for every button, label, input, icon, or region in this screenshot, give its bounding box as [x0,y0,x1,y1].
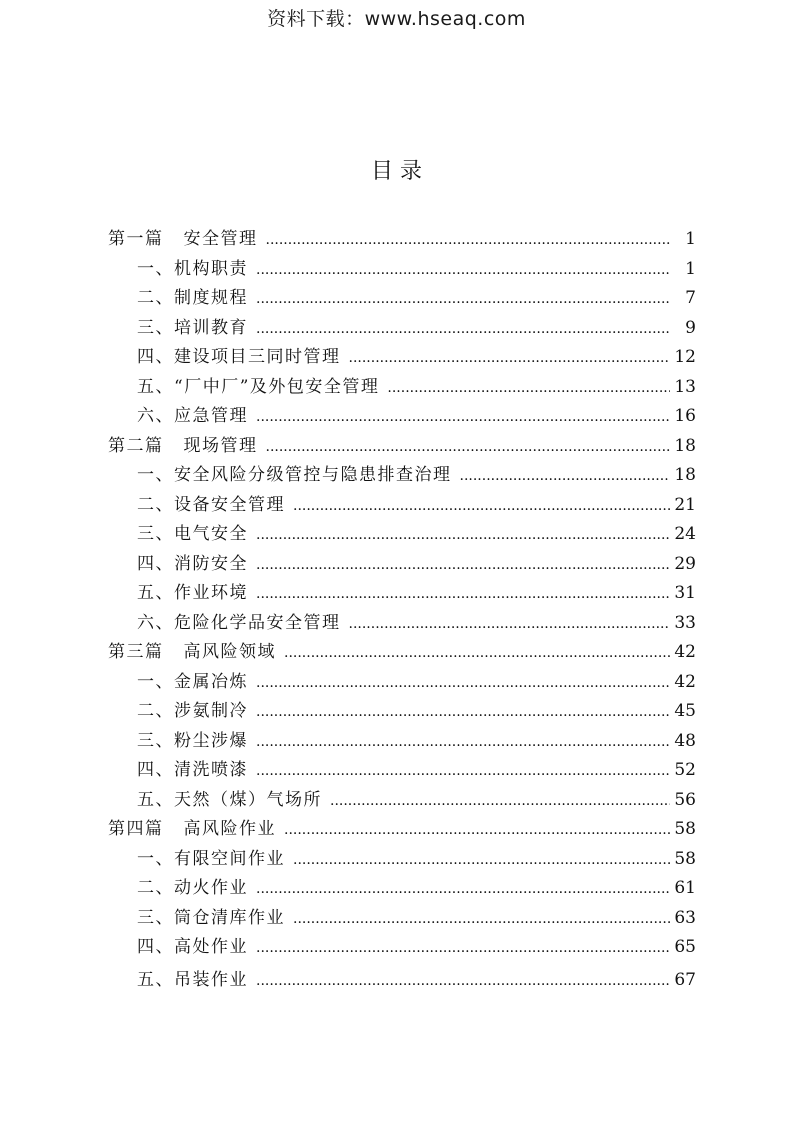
toc-dot-leader [256,940,670,956]
toc-chapter-entry[interactable] [108,608,696,638]
toc-entry-label: 应急管理 [174,406,248,426]
toc-dot-leader [349,350,671,366]
toc-page-number: 52 [674,760,696,780]
toc-entry-label: 动火作业 [174,878,248,898]
toc-dot-leader [266,439,671,455]
toc-dot-leader [256,881,670,897]
toc-chapter-entry[interactable] [108,254,696,284]
toc-chapter-entry[interactable] [108,519,696,549]
toc-dot-leader [256,321,670,337]
toc-page-number: 56 [674,789,696,810]
toc-page-number: 1 [685,229,696,249]
table-of-contents [108,224,696,994]
toc-entry-number: 二、 [137,288,174,308]
toc-chapter-entry[interactable] [108,490,696,520]
toc-entry-number: 第四篇 [108,819,164,839]
toc-dot-leader [256,675,670,691]
toc-dot-leader [256,409,670,425]
toc-page-number: 61 [674,878,696,898]
toc-chapter-entry[interactable] [108,726,696,756]
toc-entry-number: 四、 [137,937,174,957]
toc-entry-number: 二、 [137,701,174,721]
toc-chapter-entry[interactable] [108,313,696,343]
toc-page-number: 65 [674,937,696,957]
toc-page-number: 1 [685,258,696,279]
toc-entry-number: 三、 [137,907,174,928]
toc-page-number: 42 [674,642,696,662]
toc-dot-leader [256,704,670,720]
toc-entry-label: 天然（煤）气场所 [174,789,322,810]
toc-entry-number: 第三篇 [108,642,164,662]
toc-entry-label: 吊装作业 [174,969,248,990]
toc-entry-number: 一、 [137,465,174,485]
toc-entry-label: 机构职责 [174,258,248,279]
toc-dot-leader [256,734,670,750]
toc-entry-label: 培训教育 [174,317,248,338]
toc-entry-label: 作业环境 [174,583,248,603]
toc-entry-label: 粉尘涉爆 [174,730,248,751]
toc-chapter-entry[interactable] [108,696,696,726]
toc-entry-number: 一、 [137,258,174,279]
toc-part-entry[interactable] [108,637,696,667]
toc-entry-label: 制度规程 [174,288,248,308]
toc-chapter-entry[interactable] [108,785,696,815]
toc-page-number: 21 [674,494,696,515]
toc-chapter-entry[interactable] [108,873,696,903]
toc-chapter-entry[interactable] [108,401,696,431]
toc-dot-leader [349,616,671,632]
toc-page-number: 13 [674,376,696,397]
toc-dot-leader [256,291,670,307]
toc-entry-number: 二、 [137,878,174,898]
toc-entry-number: 第二篇 [108,435,164,456]
toc-dot-leader [460,468,671,484]
toc-entry-number: 五、 [137,969,174,990]
toc-chapter-entry[interactable] [108,549,696,579]
toc-chapter-entry[interactable] [108,372,696,402]
toc-entry-number: 三、 [137,524,174,544]
toc-entry-number: 四、 [137,347,174,367]
toc-page-number: 31 [674,583,696,603]
toc-entry-label: 建设项目三同时管理 [174,347,341,367]
toc-page-number: 9 [685,317,696,338]
toc-dot-leader [293,911,670,927]
toc-entry-number: 三、 [137,730,174,751]
toc-chapter-entry[interactable] [108,578,696,608]
toc-entry-number: 四、 [137,760,174,780]
toc-chapter-entry[interactable] [108,667,696,697]
toc-dot-leader [293,498,670,514]
toc-chapter-entry[interactable] [108,903,696,933]
toc-page-number: 48 [674,730,696,751]
toc-chapter-entry[interactable] [108,965,696,995]
toc-entry-number: 五、 [137,583,174,603]
toc-entry-label: 涉氨制冷 [174,701,248,721]
toc-entry-label: 高处作业 [174,937,248,957]
download-header: 资料下载：www.hseaq.com [267,8,526,30]
toc-entry-number: 二、 [137,494,174,515]
toc-dot-leader [256,527,670,543]
toc-entry-label: 消防安全 [174,553,248,574]
page-title: 目 录 [371,159,422,184]
toc-page-number: 42 [674,671,696,692]
toc-part-entry[interactable] [108,224,696,254]
toc-entry-number: 五、 [137,789,174,810]
toc-page-number: 18 [674,465,696,485]
toc-entry-number: 六、 [137,406,174,426]
toc-entry-label: 清洗喷漆 [174,760,248,780]
toc-dot-leader [256,586,670,602]
toc-dot-leader [387,380,670,396]
toc-dot-leader [330,793,670,809]
toc-dot-leader [256,973,670,989]
toc-dot-leader [293,852,670,868]
toc-dot-leader [256,557,670,573]
toc-page-number: 45 [674,701,696,721]
toc-dot-leader [266,232,671,248]
toc-entry-number: 六、 [137,612,174,633]
toc-entry-label: 设备安全管理 [174,494,285,515]
toc-page-number: 16 [674,406,696,426]
toc-entry-label: 电气安全 [174,524,248,544]
toc-page-number: 18 [674,435,696,456]
toc-dot-leader [284,645,670,661]
toc-entry-label: 金属冶炼 [174,671,248,692]
toc-page-number: 58 [674,848,696,869]
toc-page-number: 58 [674,819,696,839]
toc-page-number: 33 [674,612,696,633]
toc-chapter-entry[interactable] [108,283,696,313]
toc-chapter-entry[interactable] [108,342,696,372]
toc-page-number: 12 [674,347,696,367]
toc-entry-label: “厂中厂”及外包安全管理 [174,376,380,397]
toc-entry-number: 五、 [137,376,174,397]
toc-page-number: 63 [674,907,696,928]
toc-entry-label: 筒仓清库作业 [174,907,285,928]
toc-entry-number: 四、 [137,553,174,574]
toc-entry-number: 一、 [137,671,174,692]
toc-entry-number: 一、 [137,848,174,869]
toc-entry-label: 有限空间作业 [174,848,285,869]
toc-page-number: 7 [685,288,696,308]
toc-entry-label: 高风险领域 [183,642,276,662]
toc-dot-leader [284,822,670,838]
toc-entry-number: 第一篇 [108,229,164,249]
toc-chapter-entry[interactable] [108,932,696,962]
toc-entry-number: 三、 [137,317,174,338]
toc-page-number: 67 [674,969,696,990]
toc-entry-label: 现场管理 [183,435,258,456]
toc-chapter-entry[interactable] [108,460,696,490]
toc-page-number: 24 [674,524,696,544]
toc-entry-label: 高风险作业 [183,819,276,839]
toc-part-entry[interactable] [108,814,696,844]
toc-page-number: 29 [674,553,696,574]
toc-part-entry[interactable] [108,431,696,461]
toc-entry-label: 危险化学品安全管理 [174,612,341,633]
toc-entry-label: 安全管理 [183,229,258,249]
toc-dot-leader [256,262,670,278]
toc-dot-leader [256,763,670,779]
toc-chapter-entry[interactable] [108,755,696,785]
toc-entry-label: 安全风险分级管控与隐患排查治理 [174,465,452,485]
toc-chapter-entry[interactable] [108,844,696,874]
